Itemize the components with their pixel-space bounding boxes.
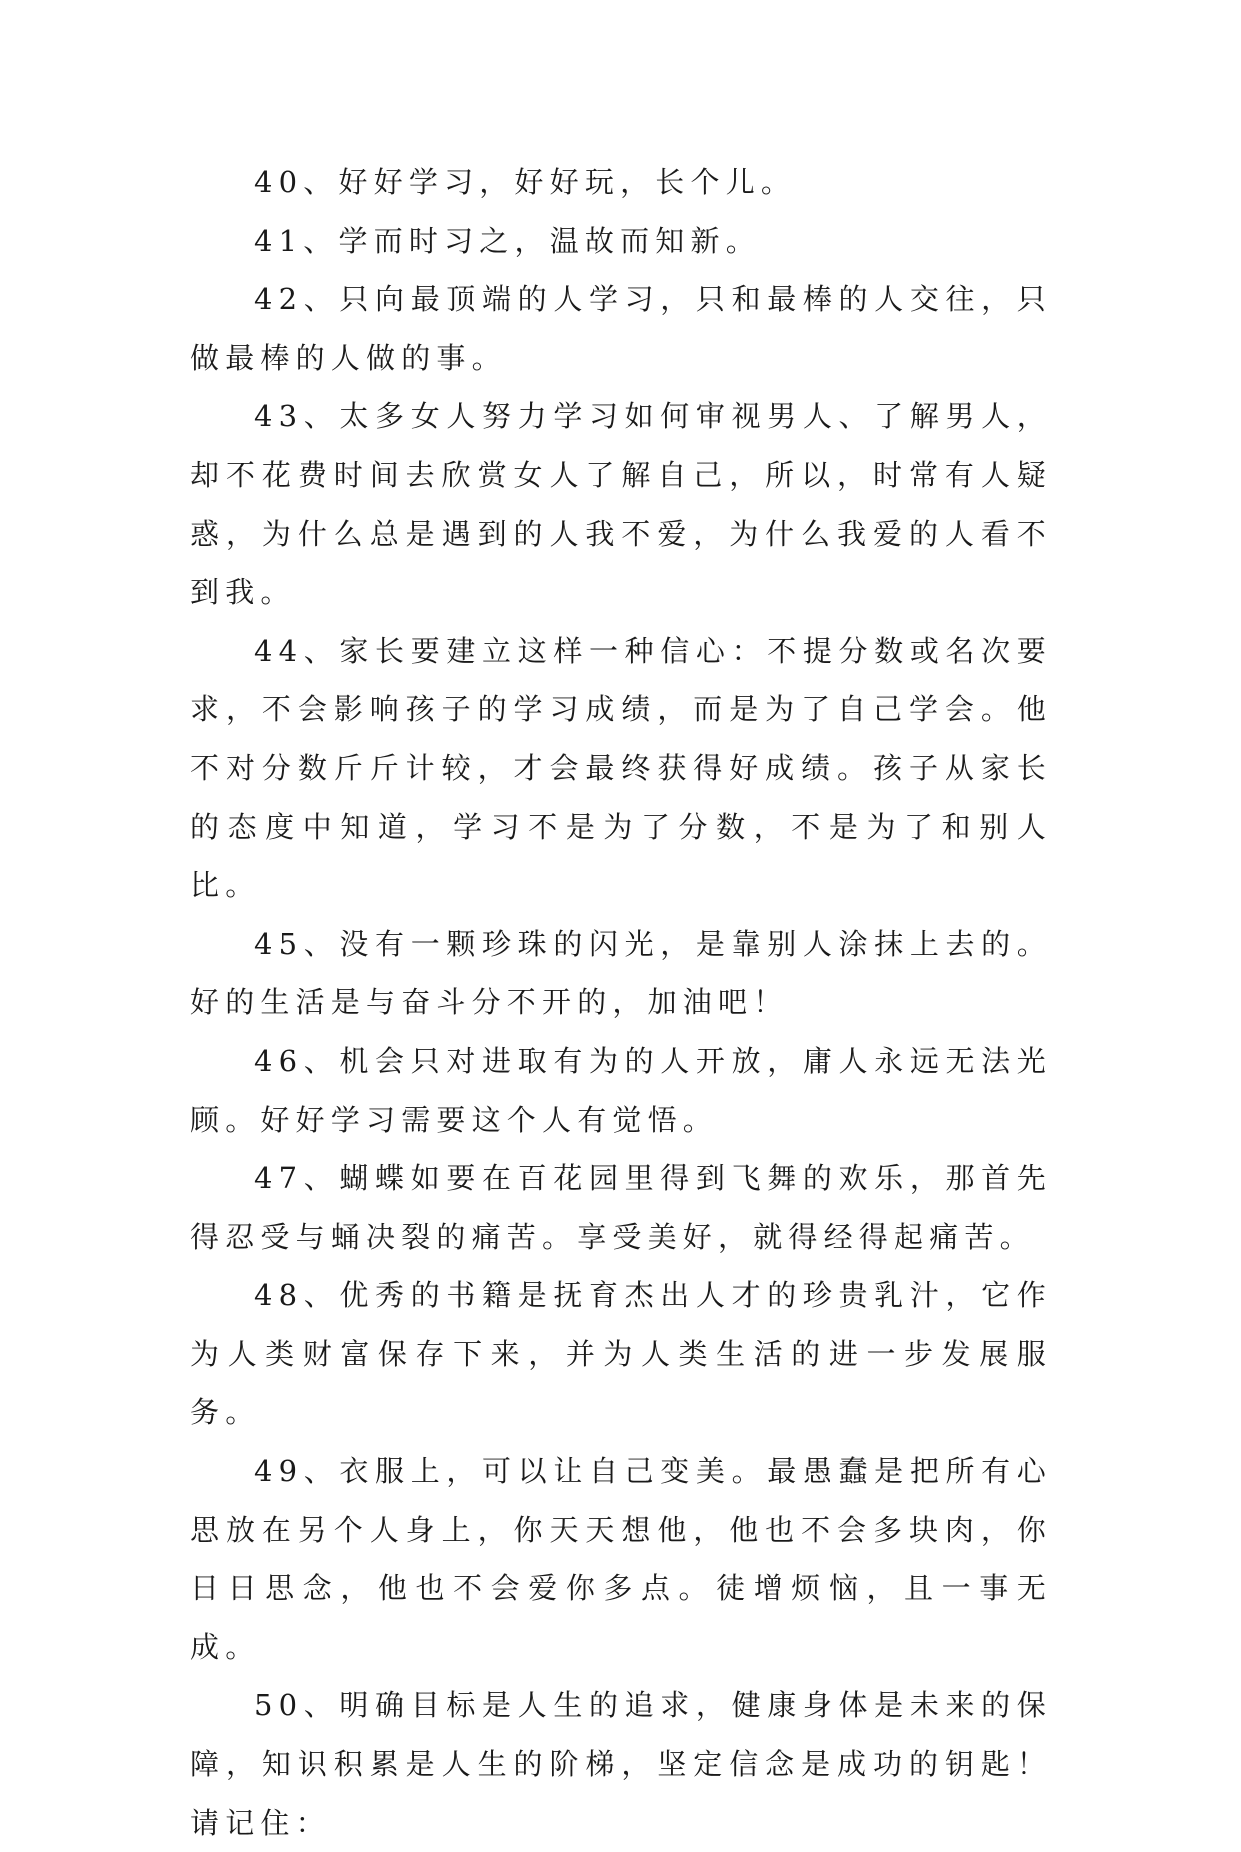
document-body <box>190 153 1052 1852</box>
paragraph-41: 41、学而时习之，温故而知新。 <box>254 223 761 258</box>
paragraph-44: 44、家长要建立这样一种信心：不提分数或名次要求，不会影响孩子的学习成绩，而是为了自己学会。他不对分数斤斤计较，才会最终获得好成绩。孩子从家长的态度中知道，学习不是为了分数，不是为了和别人比。 <box>190 633 1052 903</box>
paragraph-42: 42、只向最顶端的人学习，只和最棒的人交往，只做最棒的人做的事。 <box>190 282 1052 375</box>
paragraph-43: 43、太多女人努力学习如何审视男人、了解男人，却不花费时间去欣赏女人了解自己，所以，时常有人疑惑，为什么总是遇到的人我不爱，为什么我爱的人看不到我。 <box>190 399 1052 610</box>
paragraph-49: 49、衣服上，可以让自己变美。最愚蠢是把所有心思放在另个人身上，你天天想他，他也不会多块肉，你日日思念，他也不会爱你多点。徒增烦恼，且一事无成。 <box>190 1454 1052 1664</box>
paragraph-46: 46、机会只对进取有为的人开放，庸人永远无法光顾。好好学习需要这个人有觉悟。 <box>190 1043 1052 1137</box>
paragraph-48: 48、优秀的书籍是抚育杰出人才的珍贵乳汁，它作为人类财富保存下来，并为人类生活的进一步发展服务。 <box>190 1278 1052 1430</box>
paragraph-47: 47、蝴蝶如要在百花园里得到飞舞的欢乐，那首先得忍受与蛹决裂的痛苦。享受美好，就得经得起痛苦。 <box>190 1161 1052 1254</box>
paragraph-50: 50、明确目标是人生的追求，健康身体是未来的保障，知识积累是人生的阶梯，坚定信念是成功的钥匙！请记住： <box>190 1688 1052 1840</box>
paragraph-40: 40、好好学习，好好玩，长个儿。 <box>254 165 797 199</box>
paragraph-45: 45、没有一颗珍珠的闪光，是靠别人涂抹上去的。好的生活是与奋斗分不开的，加油吧！ <box>190 926 1052 1020</box>
